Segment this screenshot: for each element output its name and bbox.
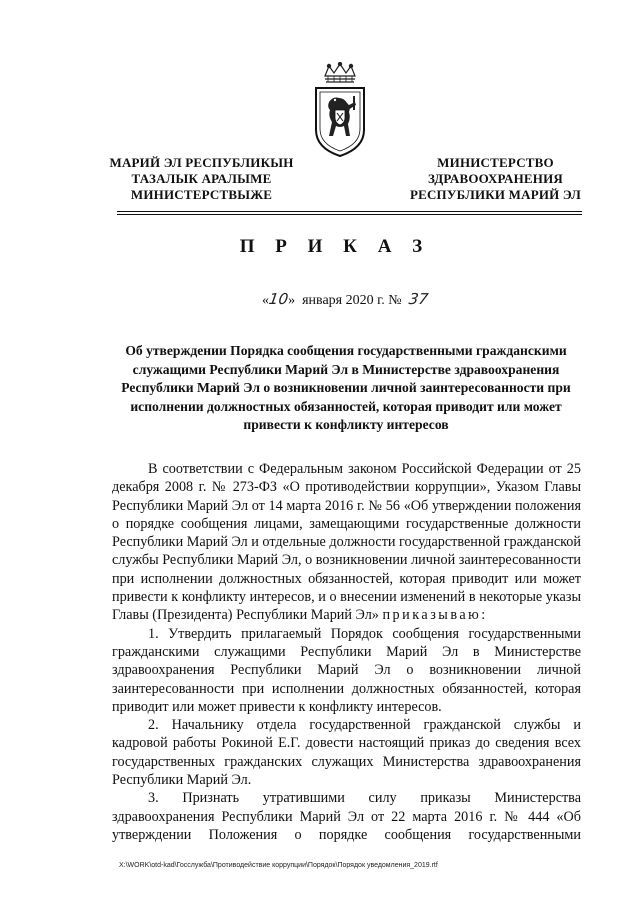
date-close-quote: » [288,293,296,308]
date-month-year: января 2020 г. № [302,293,402,308]
header-divider-bottom [117,214,582,215]
item-3: 3. Признать утратившими силу приказы Министерства здравоохранения Республики Марий Эл от 22 марта 2016 г. № 444 «Об утверждении Положения о порядке сообщения государственными [112,790,581,843]
preamble-text: В соответствии с Федеральным законом Российской Федерации от 25 декабря 2008 г. № 273-ФЗ «О противодействии коррупции», Указом Главы Республики Марий Эл от 14 марта 2016 г. № 56 «Об утверждении положения о порядке сообщения лицами, замещающими государственные должности Республики Марий Эл и отдельные должности государственной гражданской службы Республики Марий Эл, о возникновении личной заинтересованности при исполнении должностных обязанностей, которая приводит или может привести к конфликту интересов, и о внесении изменений в некоторые указы Главы (Президента) Республики Марий Эл» [112,461,581,624]
header-left-line: ТАЗАЛЫК АРАЛЫМЕ [131,171,272,186]
item-2: 2. Начальнику отдела государственной гражданской службы и кадровой работы Рокиной Е.Г. довести настоящий приказ до сведения всех государственных гражданских служащих Министерства здравоохранения Республики Марий Эл. [112,717,581,789]
document-body [112,460,581,844]
date-day-handwritten: 10 [267,290,290,308]
header-right-line: РЕСПУБЛИКИ МАРИЙ ЭЛ [409,187,582,202]
order-word: приказываю: [382,607,488,624]
small-shield-icon [335,110,345,125]
date-line [262,290,428,309]
preamble-paragraph [112,460,581,625]
header-right-line: ЗДРАВООХРАНЕНИЯ [427,171,563,186]
item-1: 1. Утвердить прилагаемый Порядок сообщения государственными гражданскими служащими Республики Марий Эл в Министерстве здравоохранения Республики Марий Эл о возникновении личной заинтересованности при исполнении должностных обязанностей, которая приводит или может привести к конфликту интересов. [112,625,581,715]
header-left-block [94,155,309,203]
crown-icon [325,62,355,82]
order-number-handwritten: 37 [407,290,430,308]
footer-file-path: X:\WORK\otd-kad\Госслужба\Противодействие коррупции\Порядок\Порядок уведомления_2019.rtf [119,862,438,869]
header-left-line: МИНИСТЕРСТВЫЖЕ [130,187,273,202]
date-open-quote: « [262,293,269,308]
document-title: П Р И К А З [239,236,431,257]
coat-of-arms-emblem [311,62,369,158]
header-right-line: МИНИСТЕРСТВО [437,155,554,170]
document-subject: Об утверждении Порядка сообщения государственными гражданскими служащими Республики Марий Эл в Министерстве здравоохранения Республики Марий Эл о возникновении личной заинтересованности при исполнении должностных обязанностей, которая приводит или может привести к конфликту интересов [121,343,571,432]
header-right-block [388,155,603,203]
header-divider-top [117,211,582,212]
header-left-line: МАРИЙ ЭЛ РЕСПУБЛИКЫН [109,155,294,170]
